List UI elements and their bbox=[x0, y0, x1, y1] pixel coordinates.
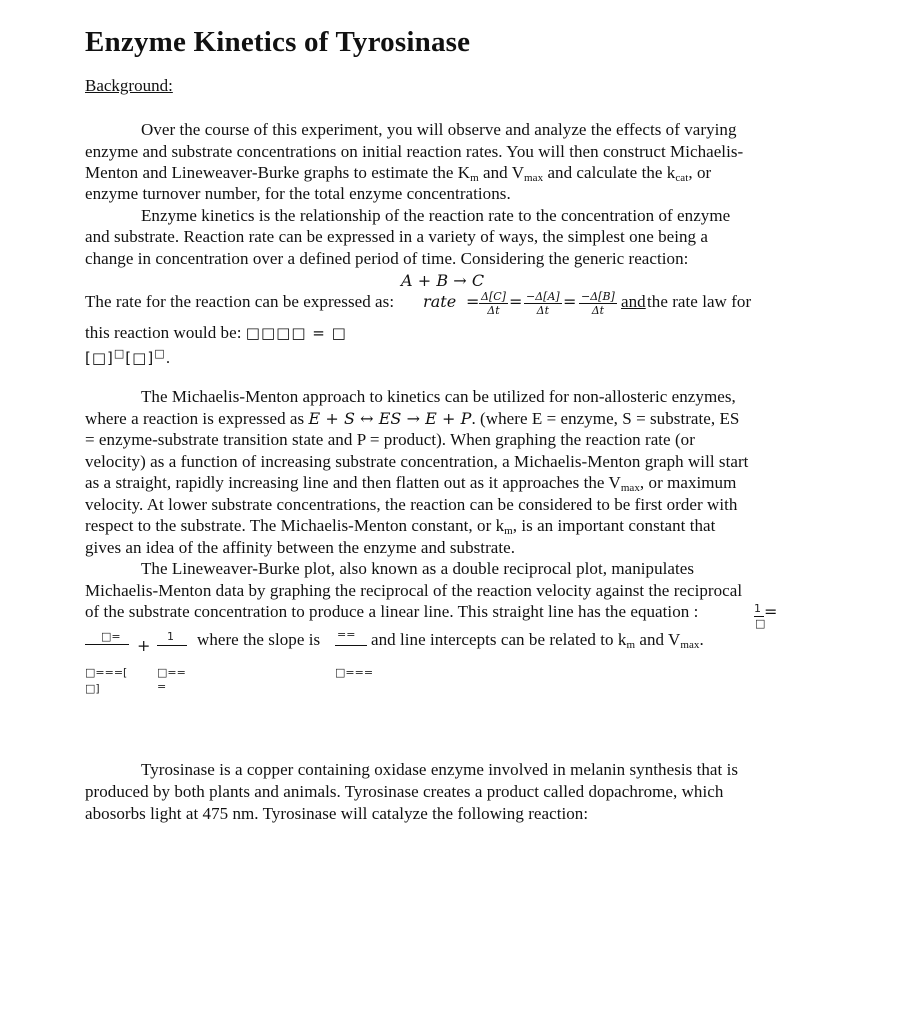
fraction-dB-dt: $\frac{-\Delta[B]}{\Delta t}$ bbox=[581, 290, 615, 317]
fraction-dC-dt: $\frac{\Delta[C]}{\Delta t}$ bbox=[481, 290, 506, 317]
eq-lower-mid-2: = bbox=[157, 680, 167, 693]
p5-line-2: produced by both plants and animals. Tyrosinase creates a product called dopachrome, which bbox=[85, 782, 724, 801]
p3-line-8: gives an idea of the affinity between the enzyme and substrate. bbox=[85, 538, 516, 557]
rate-equals-3: = bbox=[563, 292, 577, 311]
p4-line-1: The Lineweaver-Burke plot, also known as a double reciprocal plot, manipulates bbox=[141, 559, 695, 578]
rate-and: and bbox=[621, 292, 646, 311]
rate-tail: the rate law for bbox=[647, 292, 752, 311]
fraction-dA-dt: $\frac{-\Delta[A]}{\Delta t}$ bbox=[526, 290, 560, 317]
p2-line-3: change in concentration over a defined period of time. Considering the generic reaction: bbox=[85, 249, 689, 268]
eq-lower-left-2: □] bbox=[85, 682, 100, 695]
eq-one-top: 1 bbox=[754, 602, 761, 615]
eq-rule-3 bbox=[335, 645, 367, 646]
generic-reaction: A + B → C bbox=[401, 271, 485, 290]
p4-slope-text: where the slope is bbox=[197, 630, 321, 649]
p4-line-3: of the substrate concentration to produce a linear line. This straight line has the equation : bbox=[85, 602, 699, 621]
p4-line-2: Michaelis-Menton data by graphing the reciprocal of the reaction velocity against the reciprocal bbox=[85, 581, 743, 600]
rate-line-lead: The rate for the reaction can be expressed as: bbox=[85, 292, 395, 311]
p3-line-6: velocity. At lower substrate concentrations, the reaction can be considered to be first order with bbox=[85, 495, 738, 514]
eq-one-b: 1 bbox=[167, 630, 174, 643]
p3-line-3: = enzyme-substrate transition state and P = product). When graphing the reaction rate (or bbox=[85, 430, 695, 449]
eq-lower-right: □=== bbox=[335, 666, 374, 679]
p5-line-3: abosorbs light at 475 nm. Tyrosinase will catalyze the following reaction: bbox=[85, 804, 589, 823]
eq-rule-2 bbox=[157, 645, 187, 646]
background-heading: Background: bbox=[85, 76, 173, 95]
rate-equals-2: = bbox=[509, 292, 523, 311]
rate-equals: = bbox=[466, 292, 480, 311]
p5-line-1: Tyrosinase is a copper containing oxidase enzyme involved in melanin synthesis that is bbox=[141, 760, 739, 779]
eq-rule-1 bbox=[85, 644, 129, 645]
p4-line-4-tail: and line intercepts can be related to $k_m$ and $V_{max}$. bbox=[371, 630, 704, 651]
eq-slope-boxes: == bbox=[337, 628, 356, 641]
page-title: Enzyme Kinetics of Tyrosinase bbox=[85, 26, 471, 58]
eq-lower-mid: □== bbox=[157, 666, 186, 679]
p1-line-3: Menton and Lineweaver-Burke graphs to estimate the $K_m$ and $V_{max}$ and calculate the $k_{cat}$, or bbox=[85, 163, 712, 184]
p3-line-7: respect to the substrate. The Michaelis-Menton constant, or $k_m$, is an important constant that bbox=[85, 516, 716, 537]
eq-box-eq-1: □= bbox=[101, 630, 121, 643]
eq-equals-top: = bbox=[764, 602, 778, 621]
p3-line-2: where a reaction is expressed as E + S ↔ ES → E + P. (where E = enzyme, S = substrate, ES bbox=[85, 409, 740, 428]
p1-line-1: Over the course of this experiment, you will observe and analyze the effects of varying bbox=[141, 120, 737, 139]
p3-line-4: velocity) as a function of increasing substrate concentration, a Michaelis-Menton graph will start bbox=[85, 452, 749, 471]
p3-line-5: as a straight, rapidly increasing line and then flatten out as it approaches the $V_{max}$, or maximum bbox=[85, 473, 737, 494]
eq-box-top: □ bbox=[755, 617, 766, 630]
p1-line-2: enzyme and substrate concentrations on initial reaction rates. You will then construct Michaelis- bbox=[85, 142, 744, 161]
rate-law-line: this reaction would be: □□□□ = □ bbox=[85, 323, 347, 342]
p2-line-1: Enzyme kinetics is the relationship of the reaction rate to the concentration of enzyme bbox=[141, 206, 731, 225]
eq-lower-left: □===[ bbox=[85, 666, 128, 679]
p3-line-1: The Michaelis-Menton approach to kinetics can be utilized for non-allosteric enzymes, bbox=[141, 387, 736, 406]
rate-law-line-2: [□]□[□]□. bbox=[85, 347, 172, 367]
p1-line-4: enzyme turnover number, for the total enzyme concentrations. bbox=[85, 184, 511, 203]
eq-plus: + bbox=[137, 636, 151, 655]
rate-word: rate bbox=[423, 292, 457, 311]
p2-line-2: and substrate. Reaction rate can be expressed in a variety of ways, the simplest one being a bbox=[85, 227, 708, 246]
